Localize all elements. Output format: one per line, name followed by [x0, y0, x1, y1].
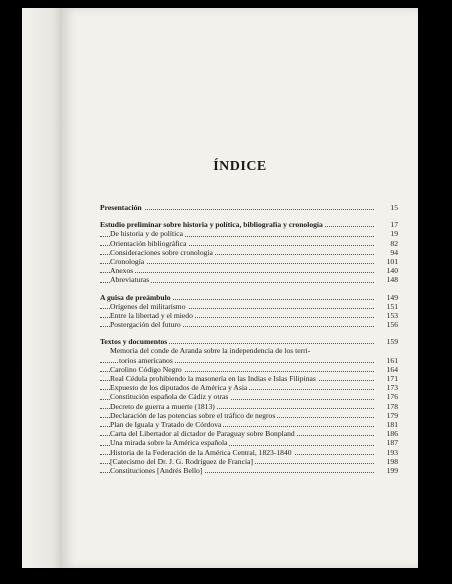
toc-subentry	[100, 374, 398, 383]
book-page	[62, 8, 418, 568]
toc-subentry-wrapped-line	[100, 346, 398, 355]
toc-page-number: 178	[386, 401, 398, 411]
toc-page-number: 199	[386, 465, 398, 475]
toc-label: Estudio preliminar sobre historia y política, bibliografía y cronología	[100, 220, 323, 230]
toc-label: Carta del Libertador al dictador de Paraguay sobre Bonpland	[110, 429, 295, 439]
toc-page-number: 153	[386, 310, 398, 320]
toc-label: Orientación bibliográfica	[110, 238, 187, 248]
toc-page-number: 17	[390, 220, 398, 230]
show-through-text	[102, 58, 402, 128]
toc-label: Presentación	[100, 203, 142, 212]
toc-page-number: 82	[390, 238, 398, 248]
toc-page-number: 193	[386, 447, 398, 457]
toc-page-number: 176	[386, 392, 398, 402]
table-of-contents	[100, 203, 398, 475]
toc-entry-presentacion	[100, 203, 398, 212]
toc-page-number: 101	[386, 256, 398, 266]
facing-page-edge	[22, 8, 66, 568]
toc-label: Memoria del conde de Aranda sobre la independencia de los terri-	[110, 346, 311, 356]
toc-page-number: 161	[386, 355, 398, 365]
toc-subentry	[100, 311, 398, 320]
toc-label: Abreviaturas	[110, 275, 150, 285]
toc-label: Real Cédula prohibiendo la masonería en las Indias e Islas Filipinas	[110, 374, 316, 383]
toc-page-number: 156	[386, 320, 398, 330]
toc-label: Constitución española de Cádiz y otras	[110, 392, 229, 402]
toc-page-number: 140	[386, 266, 398, 276]
toc-label: Decreto de guerra a muerte (1813)	[110, 401, 215, 411]
toc-subentry	[100, 438, 398, 447]
toc-label: Textos y documentos	[100, 337, 168, 347]
toc-subentry	[100, 257, 398, 266]
toc-label: Expuesto de los diputados de América y Asia	[110, 383, 248, 393]
toc-subentry	[100, 248, 398, 257]
toc-label: Postergación del futuro	[110, 320, 181, 330]
toc-subentry	[100, 356, 398, 365]
page-title: ÍNDICE	[213, 159, 267, 174]
toc-page-number: 149	[386, 292, 398, 302]
toc-subentry	[100, 365, 398, 374]
toc-page-number: 198	[386, 456, 398, 466]
toc-subentry	[100, 429, 398, 438]
toc-label: Entre la libertad y el miedo	[110, 310, 193, 320]
toc-subentry	[100, 457, 398, 466]
toc-subentry	[100, 411, 398, 420]
toc-page-number: 173	[386, 383, 398, 393]
toc-entry-textos	[100, 337, 398, 346]
toc-page-number: 148	[386, 275, 398, 285]
toc-subentry	[100, 239, 398, 248]
toc-subentry	[100, 229, 398, 238]
toc-subentry	[100, 383, 398, 392]
toc-label: Cronología	[110, 256, 145, 266]
toc-label: A guisa de preámbulo	[100, 292, 171, 302]
toc-subentry	[100, 466, 398, 475]
toc-entry-estudio	[100, 220, 398, 229]
toc-label: De historia y de política	[110, 229, 183, 239]
toc-page-number: 171	[386, 374, 398, 383]
toc-label: Historia de la Federación de la América Central, 1823-1840	[110, 447, 292, 457]
toc-label: Constituciones [Andrés Bello]	[110, 465, 203, 475]
toc-label: Consideraciones sobre cronología	[110, 247, 213, 257]
toc-page-number: 151	[386, 301, 398, 311]
toc-subentry	[100, 392, 398, 401]
toc-label: torios americanos	[119, 355, 173, 365]
toc-entry-preambulo	[100, 293, 398, 302]
toc-page-number: 179	[386, 410, 398, 420]
toc-label: Una mirada sobre la América española	[110, 438, 228, 448]
toc-label: Carolino Código Negro	[110, 364, 182, 374]
toc-label: [Catecismo del Dr. J. G. Rodríguez de Francia]	[110, 456, 253, 466]
leader-dots	[100, 272, 374, 273]
toc-page-number: 187	[386, 438, 398, 448]
toc-page-number: 159	[386, 337, 398, 347]
toc-subentry	[100, 266, 398, 275]
toc-label: Declaración de las potencias sobre el tráfico de negros	[110, 410, 276, 420]
toc-label: Orígenes del militarismo	[110, 301, 186, 311]
toc-page-number: 186	[386, 429, 398, 439]
toc-page-number: 94	[390, 247, 398, 257]
toc-subentry	[100, 275, 398, 284]
toc-label: Plan de Iguala y Tratado de Córdova	[110, 419, 222, 429]
toc-subentry	[100, 320, 398, 329]
toc-page-number: 15	[390, 203, 398, 212]
toc-label: Anexos	[110, 266, 134, 276]
toc-page-number: 181	[386, 419, 398, 429]
toc-subentry	[100, 302, 398, 311]
toc-subentry	[100, 448, 398, 457]
toc-page-number: 19	[390, 229, 398, 239]
toc-subentry	[100, 402, 398, 411]
toc-subentry	[100, 420, 398, 429]
toc-page-number: 164	[386, 364, 398, 374]
